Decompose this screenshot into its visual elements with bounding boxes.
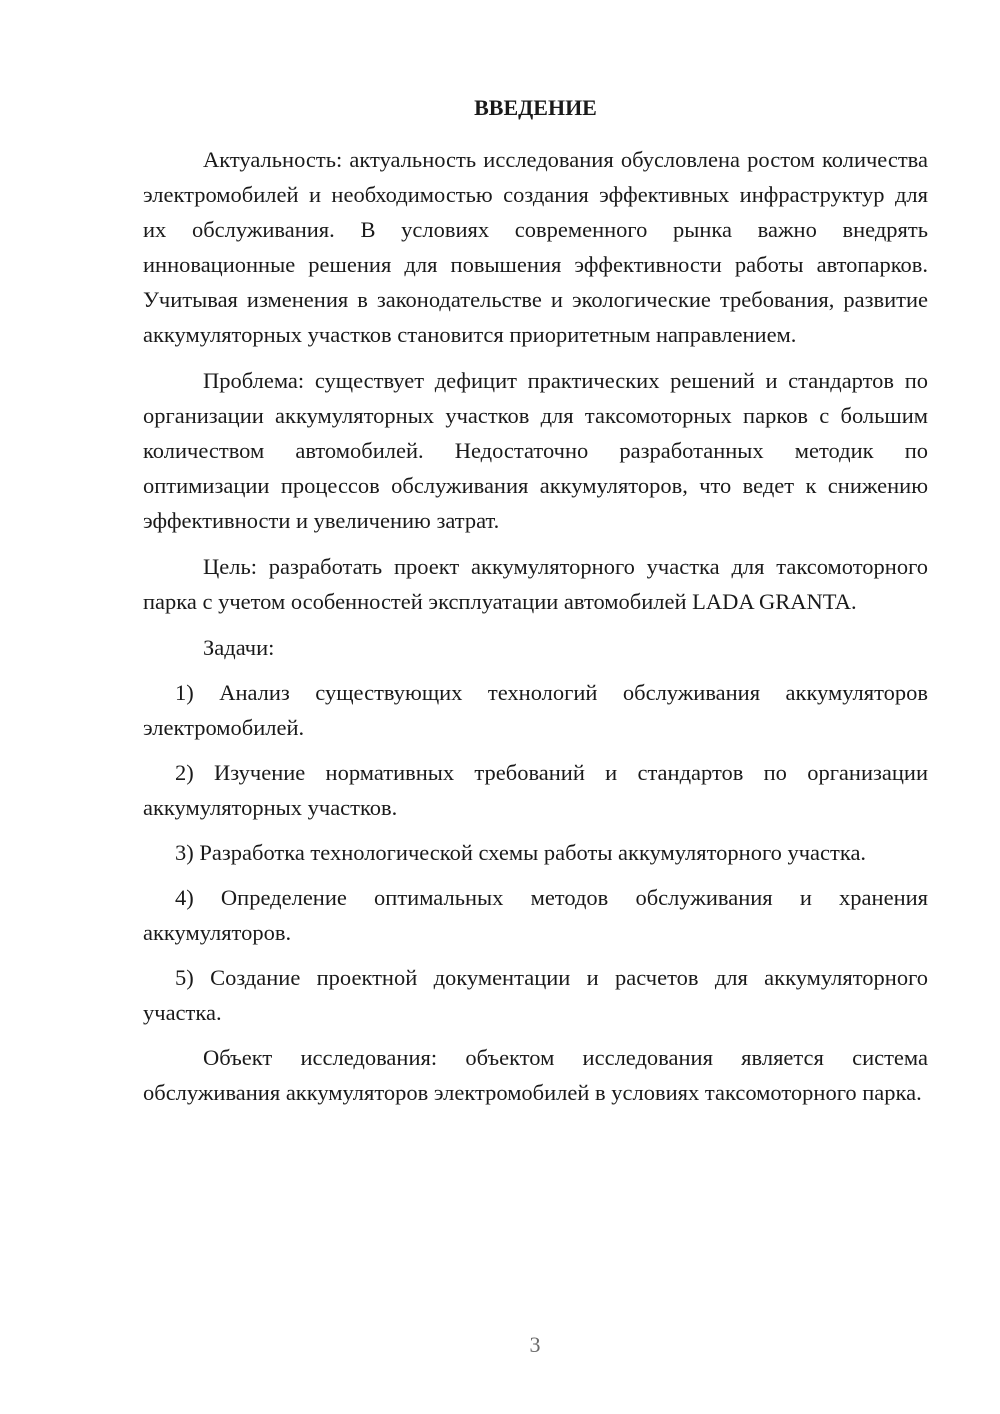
task-item: 2) Изучение нормативных требований и стандартов по организации аккумуляторных участков. [143,760,928,820]
document-page [143,92,928,1121]
document-title: ВВЕДЕНИЕ [474,95,597,120]
task-item: 1) Анализ существующих технологий обслуживания аккумуляторов электромобилей. [143,680,928,740]
page-number: 3 [529,1332,541,1357]
paragraph-relevance: Актуальность: актуальность исследования обусловлена ростом количества электромобилей и необходимостью создания эффективных инфраструктур для их обслуживания. В условиях современного рынка важно внедрять инновационные решения для повышения эффективности работы автопарков. Учитывая изменения в законодательстве и экологические требования, развитие аккумуляторных участков становится приоритетным направлением. [143,147,928,347]
task-item: 4) Определение оптимальных методов обслуживания и хранения аккумуляторов. [143,885,928,945]
tasks-heading: Задачи: [203,635,275,660]
tasks-list [143,675,928,1030]
paragraph-goal: Цель: разработать проект аккумуляторного участка для таксомоторного парка с учетом особенностей эксплуатации автомобилей LADA GRANTA. [143,554,928,614]
task-item: 5) Создание проектной документации и расчетов для аккумуляторного участка. [143,965,928,1025]
paragraph-object: Объект исследования: объектом исследования является система обслуживания аккумуляторов электромобилей в условиях таксомоторного парка. [143,1045,928,1105]
paragraph-problem: Проблема: существует дефицит практических решений и стандартов по организации аккумуляторных участков для таксомоторных парков с большим количеством автомобилей. Недостаточно разработанных методик по оптимизации процессов обслуживания аккумуляторов, что ведет к снижению эффективности и увеличению затрат. [143,368,928,533]
task-item: 3) Разработка технологической схемы работы аккумуляторного участка. [175,840,867,865]
